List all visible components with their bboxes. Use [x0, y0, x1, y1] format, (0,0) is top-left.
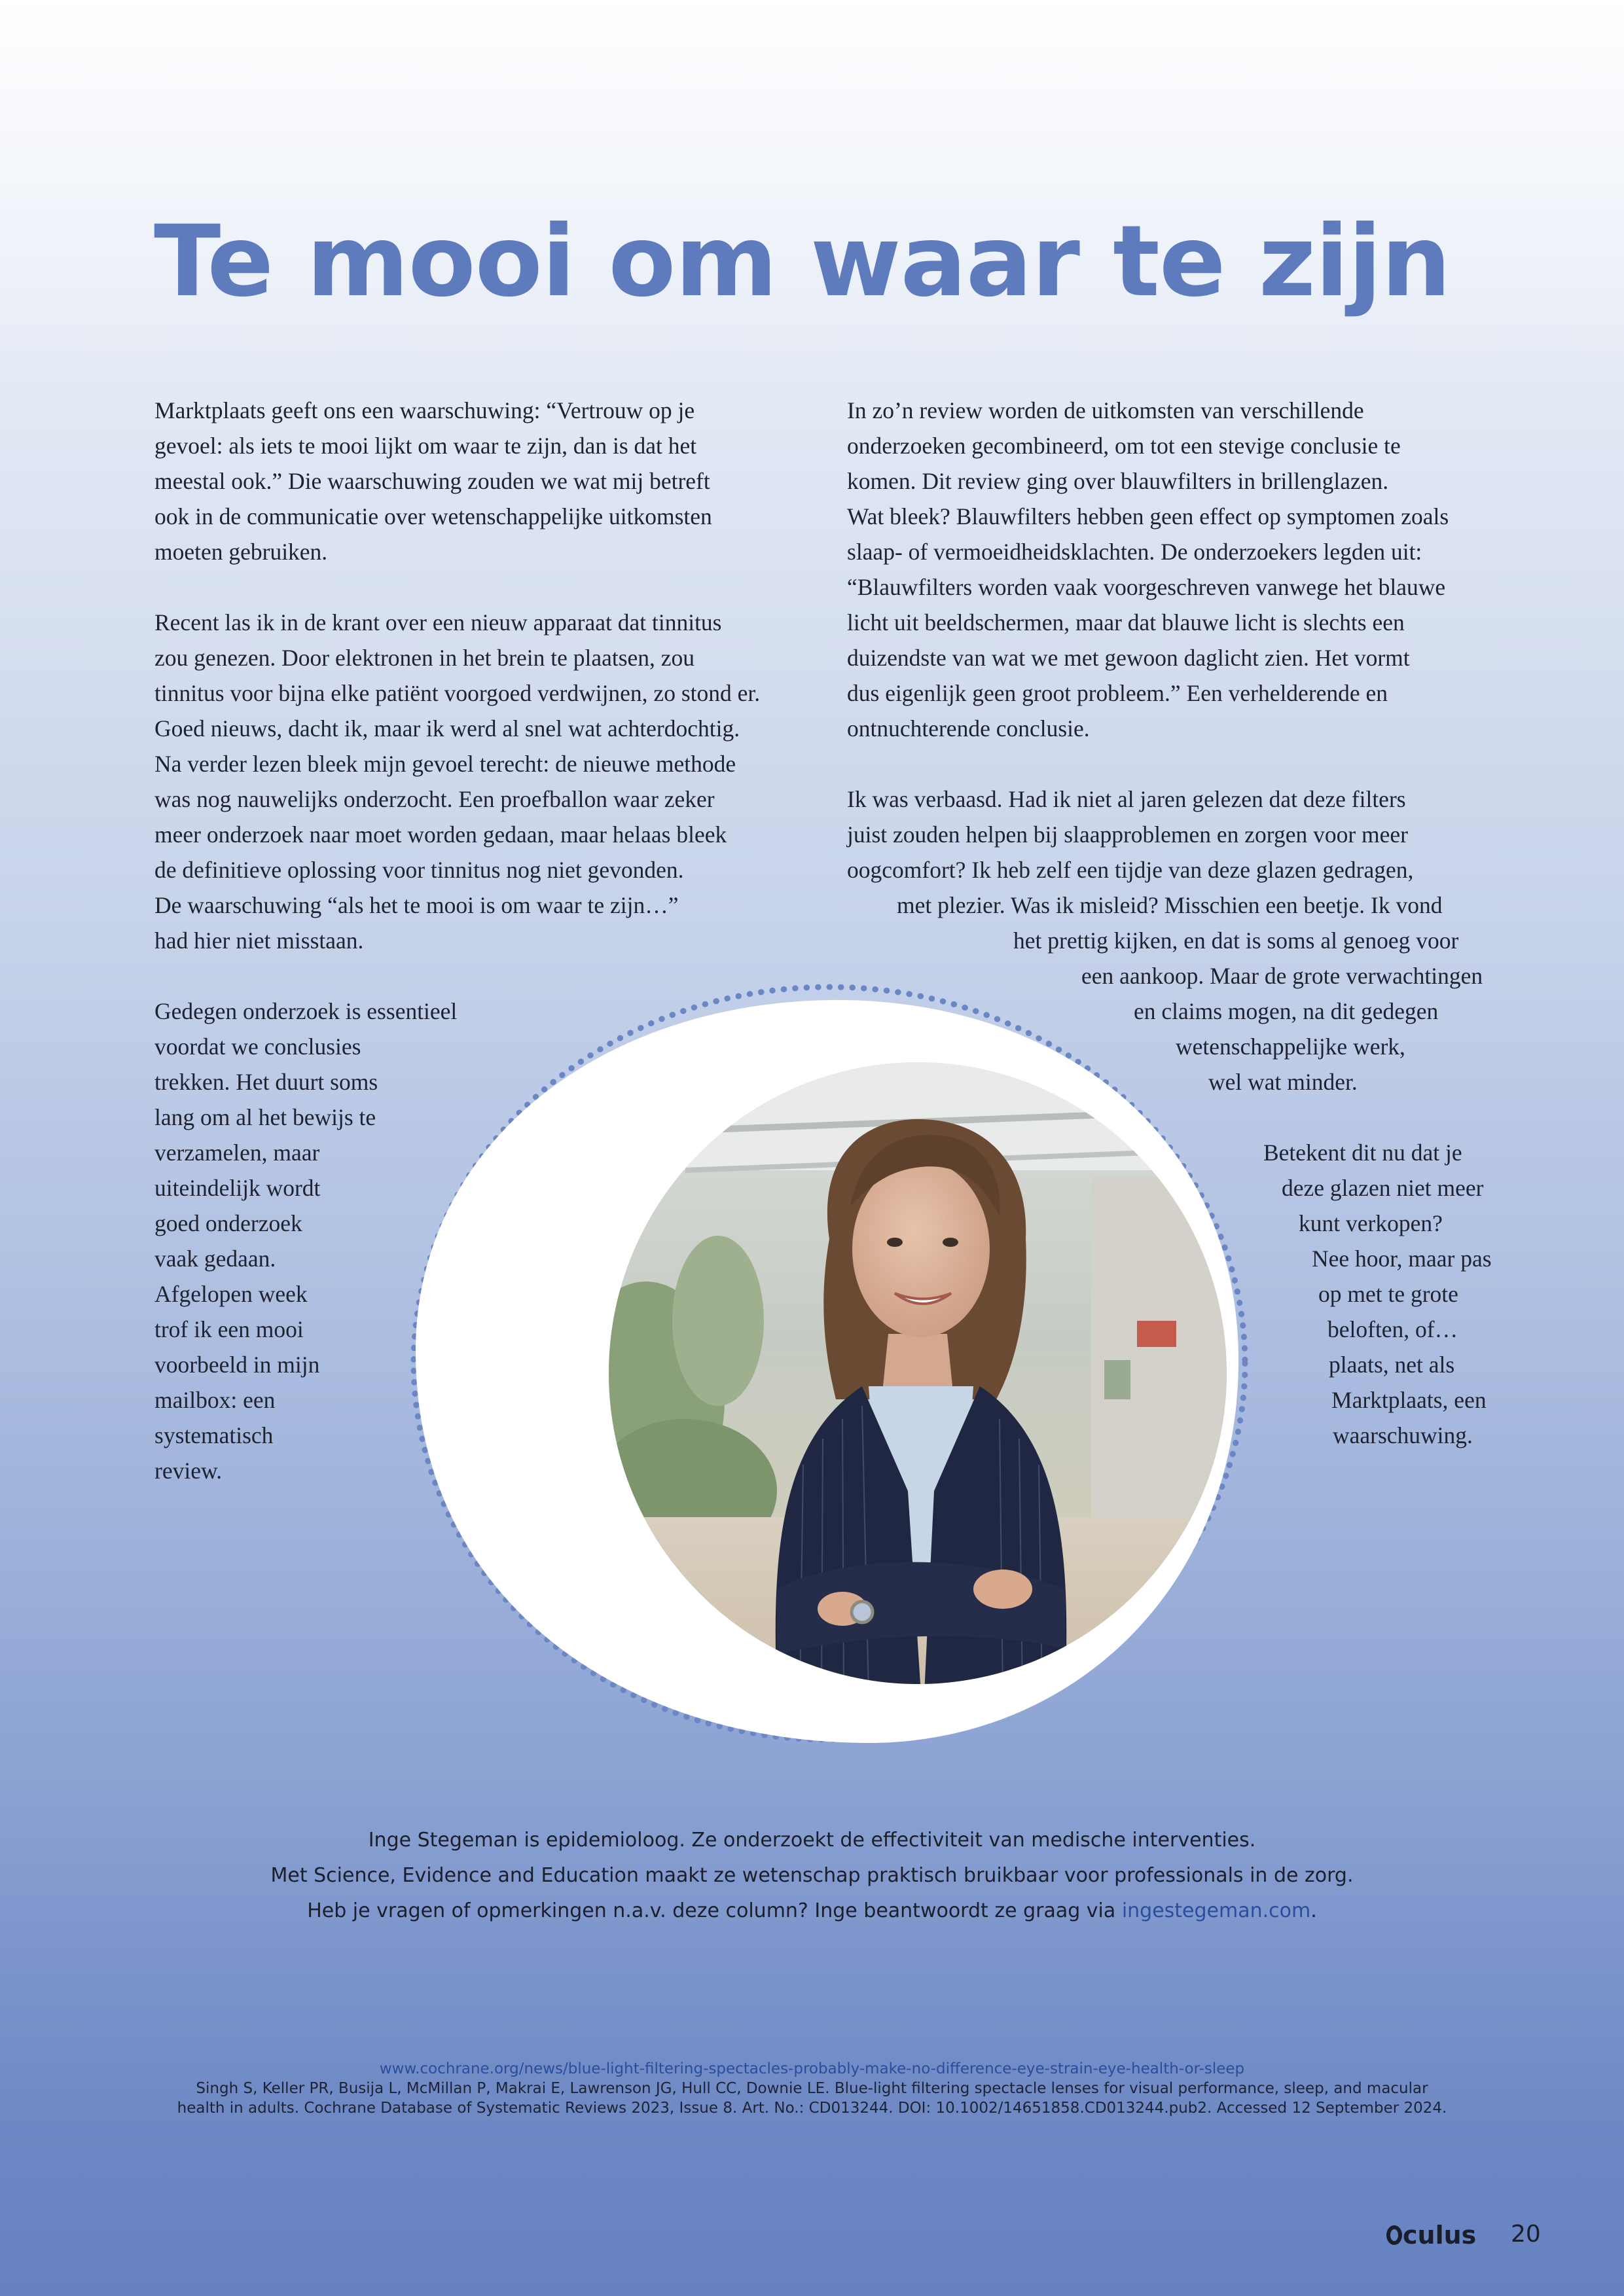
paragraph [154, 393, 760, 569]
text-line: ook in de communicatie over wetenschappelijke uitkomsten [154, 503, 712, 529]
text-line: dus eigenlijk geen groot probleem.” Een verhelderende en [847, 680, 1388, 706]
text-line: “Blauwfilters worden vaak voorgeschreven vanwege het blauwe [847, 574, 1446, 600]
text-line: ontnuchterende conclusie. [847, 715, 1090, 742]
text-line: vaak gedaan. [154, 1246, 276, 1272]
text-line: De waarschuwing “als het te mooi is om waar te zijn…” [154, 892, 679, 918]
text-line: review. [154, 1458, 223, 1484]
text-line: en claims mogen, na dit gedegen [1134, 998, 1439, 1024]
text-line: een aankoop. Maar de grote verwachtingen [1081, 963, 1483, 989]
text-line: In zo’n review worden de uitkomsten van verschillende [847, 397, 1364, 423]
text-line: trof ik een mooi [154, 1316, 304, 1342]
oculus-logo [1386, 2221, 1476, 2250]
text-line: wel wat minder. [1208, 1069, 1358, 1095]
bio-text: . [1310, 1899, 1317, 1922]
text-line: systematisch [154, 1422, 274, 1448]
references [0, 2059, 1624, 2118]
text-line: kunt verkopen? [1299, 1210, 1443, 1236]
text-line: licht uit beeldschermen, maar dat blauwe licht is slechts een [847, 609, 1405, 636]
author-portrait [410, 980, 1255, 1759]
article-title: Te mooi om waar te zijn [154, 205, 1451, 319]
text-line: tinnitus voor bijna elke patiënt voorgoed verdwijnen, zo stond er. [154, 680, 761, 706]
text-line: Na verder lezen bleek mijn gevoel terecht: de nieuwe methode [154, 751, 736, 777]
text-line: voordat we conclusies [154, 1033, 361, 1060]
page-number: 20 [1511, 2221, 1541, 2248]
text-line: slaap- of vermoeidheidsklachten. De onderzoekers legden uit: [847, 539, 1422, 565]
text-line: Afgelopen week [154, 1281, 308, 1307]
paragraph [847, 393, 1508, 746]
text-line: onderzoeken gecombineerd, om tot een stevige conclusie te [847, 433, 1401, 459]
bio-line [0, 1893, 1624, 1929]
text-line: Wat bleek? Blauwfilters hebben geen effect op symptomen zoals [847, 503, 1449, 529]
text-line: gevoel: als iets te mooi lijkt om waar te zijn, dan is dat het [154, 433, 697, 459]
bio-text: Heb je vragen of opmerkingen n.a.v. deze column? Inge beantwoordt ze graag via [307, 1899, 1122, 1922]
text-line: op met te grote [1318, 1281, 1458, 1307]
text-line: duizendste van wat we met gewoon daglicht zien. Het vormt [847, 645, 1410, 671]
text-line: uiteindelijk wordt [154, 1175, 321, 1201]
text-line: Gedegen onderzoek is essentieel [154, 998, 458, 1024]
logo-text: culus [1403, 2221, 1477, 2250]
reference-citation: Singh S, Keller PR, Busija L, McMillan P, Makrai E, Lawrenson JG, Hull CC, Downie LE. Blue‐light filtering spectacle lenses for visual performance, sleep, and macular [196, 2080, 1428, 2097]
text-line: oogcomfort? Ik heb zelf een tijdje van deze glazen gedragen, [847, 857, 1414, 883]
text-line: Recent las ik in de krant over een nieuw apparaat dat tinnitus [154, 609, 722, 636]
text-line: beloften, of… [1327, 1316, 1458, 1342]
text-line: de definitieve oplossing voor tinnitus nog niet gevonden. [154, 857, 684, 883]
reference-citation: health in adults. Cochrane Database of Systematic Reviews 2023, Issue 8. Art. No.: CD013244. DOI: 10.1002/14651858.CD013244.pub2. Accessed 12 September 2024. [177, 2100, 1447, 2117]
portrait-graphic [410, 980, 1255, 1759]
text-line: Betekent dit nu dat je [1263, 1139, 1462, 1166]
text-line: meestal ook.” Die waarschuwing zouden we wat mij betreft [154, 468, 710, 494]
text-line: mailbox: een [154, 1387, 276, 1413]
reference-url-link[interactable]: www.cochrane.org/news/blue-light-filtering-spectacles-probably-make-no-difference-eye-strain-eye-health-or-sleep [379, 2060, 1245, 2077]
paragraph [154, 605, 760, 958]
text-line: voorbeeld in mijn [154, 1352, 320, 1378]
text-line: het prettig kijken, en dat is soms al genoeg voor [1013, 927, 1459, 954]
text-line: Marktplaats, een [1331, 1387, 1487, 1413]
text-line: had hier niet misstaan. [154, 927, 364, 954]
text-line: juist zouden helpen bij slaapproblemen en zorgen voor meer [847, 821, 1408, 848]
text-line: plaats, net als [1329, 1352, 1455, 1378]
text-line: komen. Dit review ging over blauwfilters in brillenglazen. [847, 468, 1389, 494]
text-line: was nog nauwelijks onderzocht. Een proefballon waar zeker [154, 786, 715, 812]
text-line: zou genezen. Door elektronen in het brein te plaatsen, zou [154, 645, 695, 671]
website-link[interactable]: ingestegeman.com [1121, 1899, 1311, 1922]
logo-o-glyph [1386, 2225, 1402, 2245]
text-line: Marktplaats geeft ons een waarschuwing: “Vertrouw op je [154, 397, 695, 423]
text-line: deze glazen niet meer [1282, 1175, 1484, 1201]
text-line: lang om al het bewijs te [154, 1104, 376, 1130]
text-line: wetenschappelijke werk, [1176, 1033, 1405, 1060]
text-line: moeten gebruiken. [154, 539, 328, 565]
text-line: Nee hoor, maar pas [1312, 1246, 1492, 1272]
text-line: goed onderzoek [154, 1210, 302, 1236]
text-line: Ik was verbaasd. Had ik niet al jaren gelezen dat deze filters [847, 786, 1406, 812]
bio-line: Met Science, Evidence and Education maakt ze wetenschap praktisch bruikbaar voor professionals in de zorg. [270, 1864, 1354, 1887]
text-line: verzamelen, maar [154, 1139, 320, 1166]
text-line: meer onderzoek naar moet worden gedaan, maar helaas bleek [154, 821, 727, 848]
text-line: met plezier. Was ik misleid? Misschien een beetje. Ik vond [897, 892, 1443, 918]
bio-line: Inge Stegeman is epidemioloog. Ze onderzoekt de effectiviteit van medische interventies. [368, 1829, 1256, 1852]
text-line: trekken. Het duurt soms [154, 1069, 378, 1095]
text-line: waarschuwing. [1333, 1422, 1473, 1448]
text-line: Goed nieuws, dacht ik, maar ik werd al snel wat achterdochtig. [154, 715, 740, 742]
author-bio [0, 1823, 1624, 1929]
